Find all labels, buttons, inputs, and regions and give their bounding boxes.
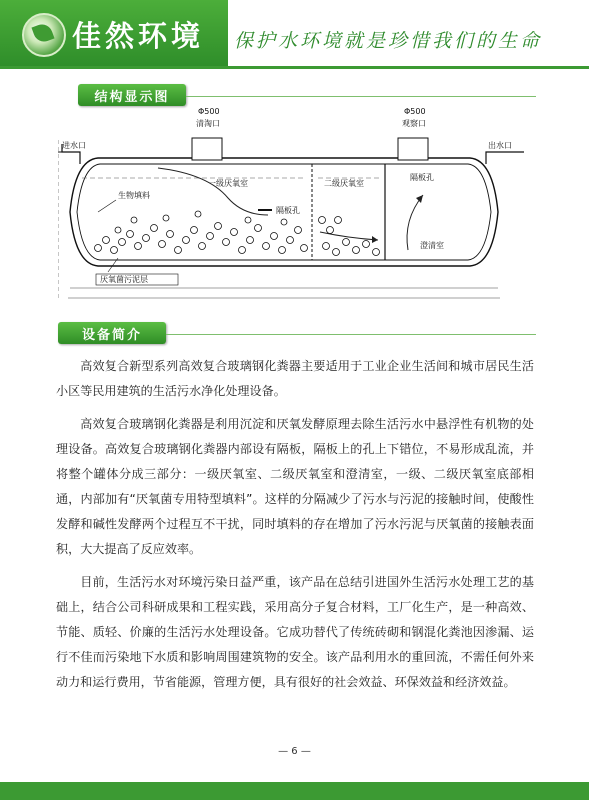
chamber2-label: 二级厌氧室	[324, 179, 364, 188]
brand-logo-icon	[22, 13, 66, 57]
partition-hole1-label: 隔板孔	[276, 206, 300, 215]
brand-name: 佳然环境	[72, 19, 205, 53]
section-rule	[186, 96, 536, 97]
page-number: — 6 —	[278, 746, 311, 757]
chamber1-label: 一级厌氧室	[208, 179, 248, 188]
brand-banner	[0, 0, 228, 66]
bio-filler-label: 生物填料	[118, 191, 150, 200]
clarify-label: 澄清室	[420, 241, 444, 250]
intro-paragraph: 高效复合玻璃钢化粪器是利用沉淀和厌氧发酵原理去除生活污水中悬浮性有机物的处理设备。高效复合玻璃钢化粪器内部设有隔板，隔板上的孔上下错位，不易形成乱流，并将整个罐体分成三部分：一级厌氧室、二级厌氧室和澄清室，一级、二级厌氧室底部相通，内部加有“厌氧菌专用特型填料”。这样的分隔减少了污水与污泥的接触时间，使酸性发酵和碱性发酵两个过程互不干扰，同时填料的存在增加了污水污泥与厌氧菌的接触表面积，大大提高了反应效率。	[56, 417, 534, 556]
manhole1-name-label: 清淘口	[196, 119, 220, 128]
outlet-label: 出水口	[488, 141, 512, 150]
section-rule	[166, 334, 536, 335]
intro-paragraph: 目前，生活污水对环境污染日益严重，该产品在总结引进国外生活污水处理工艺的基础上，结合公司科研成果和工程实践，采用高分子复合材料，工厂化生产，是一种高效、节能、质轻、价廉的生活污水处理设备。它成功替代了传统砖砌和钢混化粪池因渗漏、运行不佳而污染地下水质和影响周围建筑物的安全。该产品利用水的重回流，不需任何外来动力和运行费用，节省能源，管理方便，具有很好的社会效益、环保效益和经济效益。	[56, 575, 534, 689]
section-title-structure: 结构显示图	[78, 84, 186, 106]
section-title-intro: 设备简介	[58, 322, 166, 344]
partition-hole2-label: 隔板孔	[410, 173, 434, 182]
structure-diagram	[58, 100, 528, 305]
slogan-text: 保护水环境就是珍惜我们的生命	[234, 30, 543, 52]
manhole1-size-label: Φ500	[198, 107, 220, 116]
footer-bar	[0, 782, 589, 800]
intro-body	[56, 354, 534, 703]
manhole2-name-label: 观察口	[402, 119, 426, 128]
leaf-icon	[31, 21, 54, 44]
inlet-label: 进水口	[62, 141, 86, 150]
manhole2-size-label: Φ500	[404, 107, 426, 116]
intro-paragraph: 高效复合新型系列高效复合玻璃钢化粪器主要适用于工业企业生活间和城市居民生活小区等民用建筑的生活污水净化处理设备。	[56, 359, 534, 398]
header-divider	[0, 66, 589, 69]
page-header	[0, 0, 589, 66]
slogan-banner	[228, 0, 589, 66]
sludge-label: 厌氧菌污泥层	[100, 275, 148, 284]
